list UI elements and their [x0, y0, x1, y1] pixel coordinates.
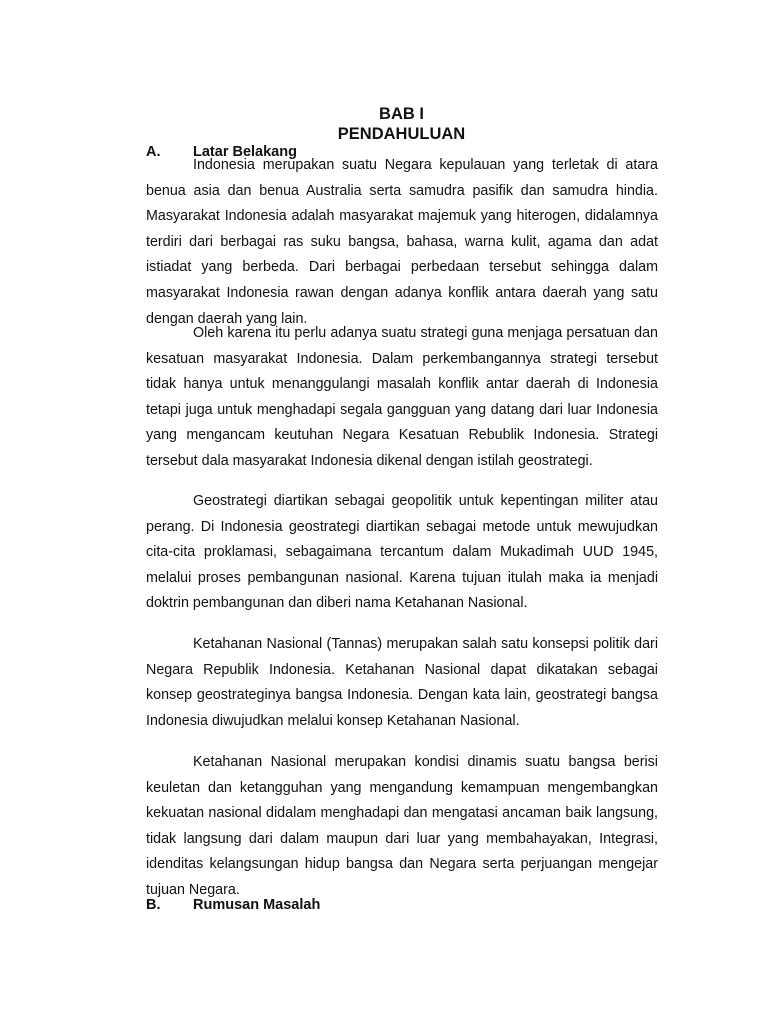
paragraph-2: Oleh karena itu perlu adanya suatu strategi guna menjaga persatuan dan kesatuan masyarakat Indonesia. Dalam perkembangannya strategi tersebut tidak hanya untuk menanggulangi masalah konflik antar daerah di Indonesia tetapi juga untuk menghadapi segala gangguan yang datang dari luar Indonesia yang mengancam keutuhan Negara Kesatuan Rebublik Indonesia. Strategi tersebut dala masyarakat Indonesia dikenal dengan istilah geostrategi. — [146, 325, 658, 469]
section-title: Latar Belakang — [193, 144, 297, 160]
section-title: Rumusan Masalah — [193, 897, 321, 913]
section-heading-b — [146, 896, 320, 914]
chapter-number: BAB I — [379, 105, 424, 123]
chapter-title: PENDAHULUAN — [337, 125, 466, 143]
section-number: B. — [146, 897, 161, 913]
paragraph-4: Ketahanan Nasional (Tannas) merupakan salah satu konsepsi politik dari Negara Republik Indonesia. Ketahanan Nasional dapat dikatakan sebagai konsep geostrateginya bangsa Indonesia. Dengan kata lain, geostrategi bangsa Indonesia diwujudkan melalui konsep Ketahanan Nasional. — [146, 636, 658, 729]
section-number: A. — [146, 144, 161, 160]
paragraph-3: Geostrategi diartikan sebagai geopolitik untuk kepentingan militer atau perang. Di Indonesia geostrategi diartikan sebagai metode untuk mewujudkan cita-cita proklamasi, sebagaimana tercantum dalam Mukadimah UUD 1945, melalui proses pembangunan nasional. Karena tujuan itulah maka ia menjadi doktrin pembangunan dan diberi nama Ketahanan Nasional. — [146, 493, 658, 612]
paragraph-5: Ketahanan Nasional merupakan kondisi dinamis suatu bangsa berisi keuletan dan ketangguhan yang mengandung kemampuan mengembangkan kekuatan nasional didalam menghadapi dan mengatasi ancaman baik langsung, tidak langsung dari dalam maupun dari luar yang membahayakan, Integrasi, idenditas kelangsungan hidup bangsa dan Negara serta perjuangan mengejar tujuan Negara. — [146, 754, 658, 898]
paragraph-1: Indonesia merupakan suatu Negara kepulauan yang terletak di atara benua asia dan benua Australia serta samudra pasifik dan samudra hindia. Masyarakat Indonesia adalah masyarakat majemuk yang hiterogen, didalamnya terdiri dari berbagai ras suku bangsa, bahasa, warna kulit, agama dan adat istiadat yang berbeda. Dari berbagai perbedaan tersebut sehingga dalam masyarakat Indonesia rawan dengan adanya konflik antara daerah yang satu dengan daerah yang lain. — [146, 157, 658, 327]
